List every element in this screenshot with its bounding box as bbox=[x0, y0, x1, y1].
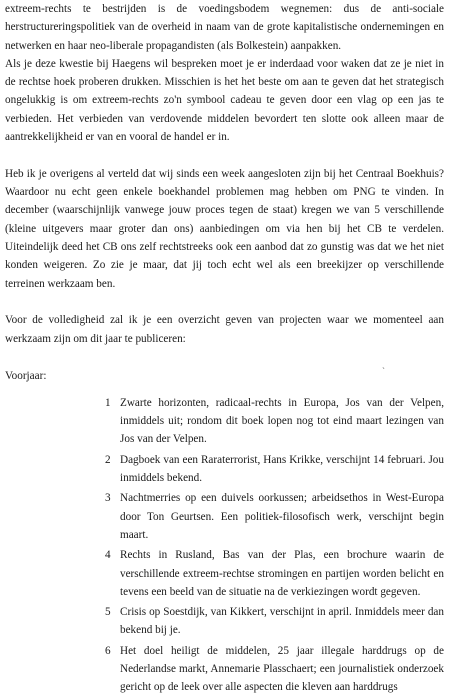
item-text: Nachtmerries op een duivels oorkussen; arbeidsethos in West-Europa door Ton Geurtsen. Een politiek-filosofisch werk, verschijnt begin maart. bbox=[120, 492, 444, 541]
item-number: 5 bbox=[105, 606, 111, 619]
item-text: Zwarte horizonten, radicaal-rechts in Europa, Jos van der Velpen, inmiddels uit; rondom dit boek lopen nog tot eind maart lezingen van Jos van der Velpen. bbox=[120, 396, 444, 446]
item-text: Rechts in Rusland, Bas van der Plas, een brochure waarin de verschillende extreem-rechtse stromingen en partijen worden belicht en tevens een beeld van de situatie na de verkiezingen wordt gegeven. bbox=[120, 549, 444, 598]
item-text: Dagboek van een Raraterrorist, Hans Krikke, verschijnt 14 februari. Jou inmiddels bekend. bbox=[120, 453, 444, 485]
list-item bbox=[5, 394, 444, 449]
paragraph-1: extreem-rechts te bestrijden is de voedingsbodem wegnemen: dus de anti-sociale herstructureringspolitiek van de overheid in naam van de grote kapitalistische ondernemingen en netwerken en haar neo-liberale propagandisten (als Bolkestein) aanpakken. bbox=[5, 3, 444, 52]
paragraph-4: Voor de volledigheid zal ik je een overzicht geven van projecten waar we momenteel aan werkzaam zijn om dit jaar te publiceren: bbox=[5, 314, 444, 345]
spacer bbox=[5, 348, 444, 367]
item-text: Het doel heiligt de middelen, 25 jaar illegale harddrugs op de Nederlandse markt, Annemarie Plasschaert; een journalistiek onderzoek gericht op de leek over alle aspecten die kleven aan harddrugs bbox=[120, 644, 444, 694]
spacer bbox=[5, 146, 444, 165]
list-item bbox=[5, 642, 444, 697]
spacer bbox=[5, 385, 444, 394]
paragraph-3: Heb ik je overigens al verteld dat wij sinds een week aangesloten zijn bij het Centraal Boekhuis? Waardoor nu echt geen enkele boekhandel problemen mag hebben om PNG te vinden. In december (waarschijnlijk vanwege jouw proces tegen de staat) kregen we van 5 verschillende (kleine uitgevers maar groter dan ons) aanbiedingen om via hen bij het CB te verdelen. Uiteindelijk deed het CB ons zelf rechtstreeks ook een aanbod dat zo gunstig was dat we het niet konden weigeren. Zo zie je maar, dat jij toch echt wel als een breekijzer op verschillende terreinen werkzaam ben. bbox=[5, 167, 444, 290]
list-item bbox=[5, 489, 444, 544]
paragraph-2: Als je deze kwestie bij Haegens wil bespreken moet je er inderdaad voor waken dat ze je niet in de rechtse hoek proberen drukken. Misschien is het het beste om aan te geven dat het strategisch ongelukkig is om extreem-rechts zo'n symbool cadeau te geven door een vlag op een jas te verbieden. Het verbieden van verdovende middelen bevordert ten slotte ook alleen maar de aantrekkelijkheid er van en vooral de handel er in. bbox=[5, 57, 444, 144]
stray-mark: ` bbox=[382, 366, 385, 376]
item-number: 4 bbox=[105, 549, 111, 562]
list-item bbox=[5, 546, 444, 601]
item-number: 6 bbox=[105, 644, 111, 657]
item-number: 1 bbox=[105, 396, 111, 409]
item-number: 2 bbox=[105, 453, 111, 466]
project-list bbox=[5, 394, 444, 697]
item-number: 3 bbox=[105, 492, 111, 505]
list-item bbox=[5, 603, 444, 640]
list-item bbox=[5, 451, 444, 488]
spacer bbox=[5, 293, 444, 312]
item-text: Crisis op Soestdijk, van Kikkert, verschijnt in april. Inmiddels meer dan bekend bij je. bbox=[120, 606, 444, 637]
section-label: Voorjaar: bbox=[5, 369, 47, 382]
